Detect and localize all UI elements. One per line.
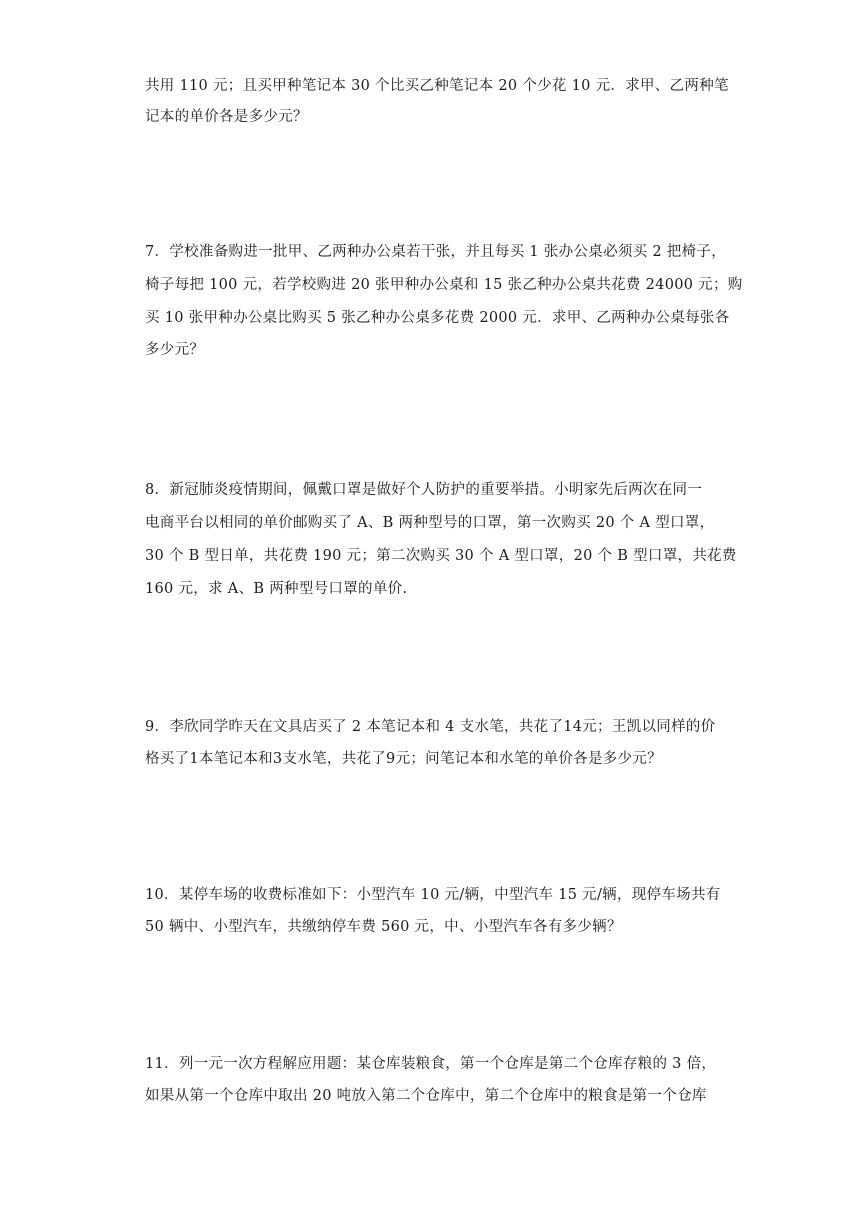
problem-8-line-1: 8．新冠肺炎疫情期间，佩戴口罩是做好个人防护的重要举措。小明家先后两次在同一 (145, 482, 703, 498)
problem-7-line-1: 7．学校准备购进一批甲、乙两种办公桌若干张，并且每买 1 张办公桌必须买 2 把椅子， (145, 244, 727, 260)
problem-6-line-2: 记本的单价各是多少元？ (145, 109, 308, 125)
problem-9-line-1: 9．李欣同学昨天在文具店买了 2 本笔记本和 4 支水笔，共花了14元；王凯以同样的价 (145, 719, 716, 735)
problem-8-line-2: 电商平台以相同的单价邮购买了 A、B 两种型号的口罩，第一次购买 20 个 A 型口罩， (145, 515, 715, 531)
problem-8-line-4: 160 元，求 A、B 两种型号口罩的单价. (145, 581, 408, 597)
problem-6-line-1: 共用 110 元；且买甲种笔记本 30 个比买乙种笔记本 20 个少花 10 元．求甲、乙两种笔 (145, 78, 729, 94)
problem-7-line-4: 多少元？ (145, 342, 205, 358)
problem-7-line-3: 买 10 张甲种办公桌比购买 5 张乙种办公桌多花费 2000 元．求甲、乙两种办公桌每张各 (145, 310, 730, 326)
problem-11-line-2: 如果从第一个仓库中取出 20 吨放入第二个仓库中，第二个仓库中的粮食是第一个仓库 (145, 1088, 707, 1104)
problem-11-line-1: 11．列一元一次方程解应用题：某仓库装粮食，第一个仓库是第二个仓库存粮的 3 倍， (145, 1056, 717, 1072)
problem-8-line-3: 30 个 B 型日单，共花费 190 元；第二次购买 30 个 A 型口罩，20 个 B 型口罩，共花费 (145, 548, 737, 564)
problem-7-line-2: 椅子每把 100 元，若学校购进 20 张甲种办公桌和 15 张乙种办公桌共花费 24000 元；购 (145, 277, 743, 293)
problem-10-line-2: 50 辆中、小型汽车，共缴纳停车费 560 元，中、小型汽车各有多少辆？ (145, 919, 622, 935)
problem-9-line-2: 格买了1本笔记本和3支水笔，共花了9元；问笔记本和水笔的单价各是多少元？ (145, 751, 662, 767)
problem-10-line-1: 10．某停车场的收费标准如下：小型汽车 10 元/辆，中型汽车 15 元/辆，现停车场共有 (145, 887, 721, 903)
